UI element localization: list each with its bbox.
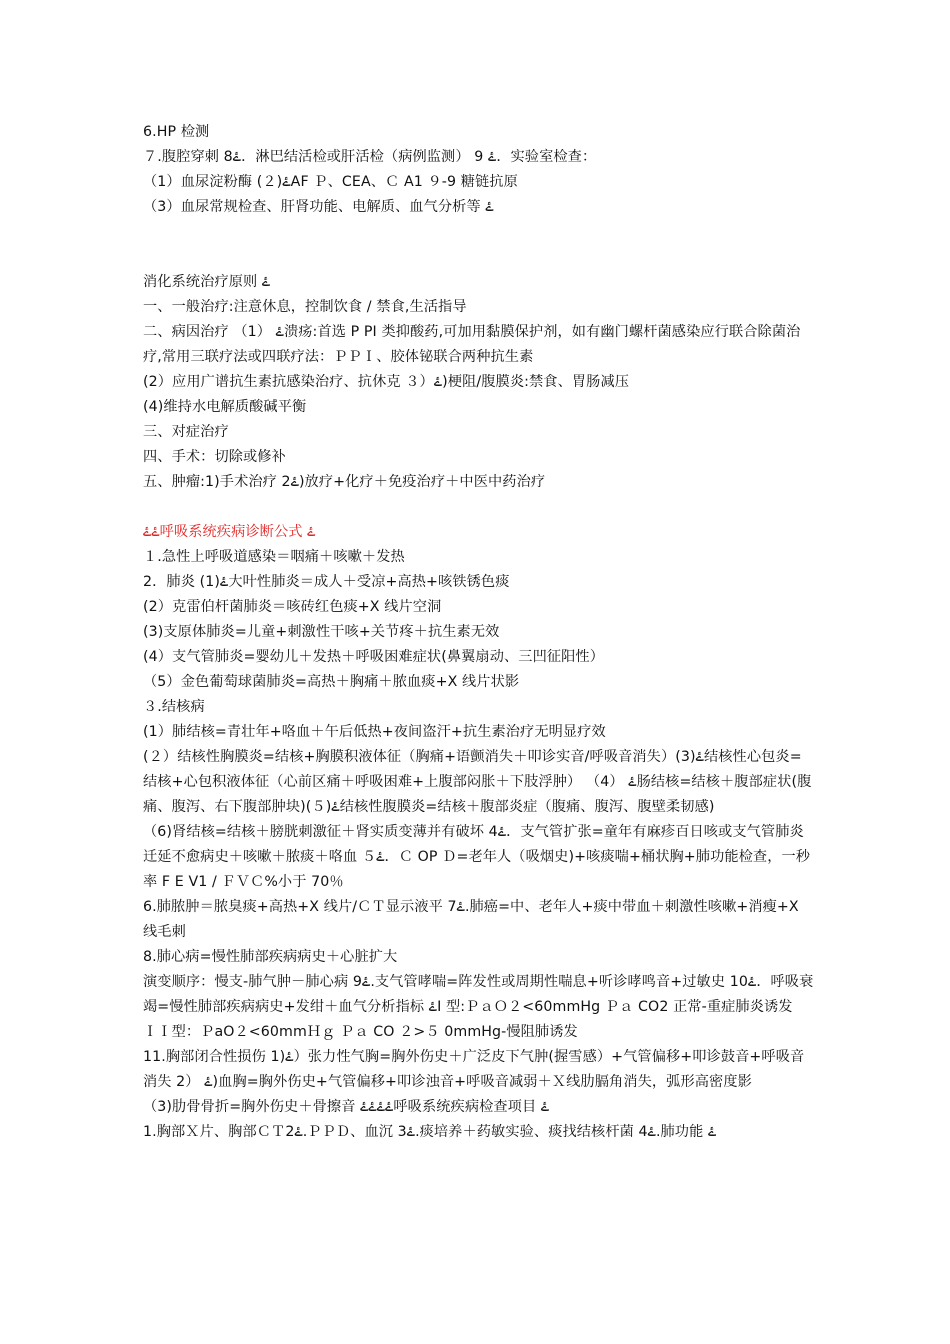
text-line: 一、一般治疗:注意休息，控制饮食 / 禁食,生活指导 [143,299,467,315]
text-line: （3)肋骨骨折=胸外伤史＋骨擦音 ۓۓۓۓ呼吸系统疾病检查项目 ۓ [143,1099,550,1115]
text-line: ３.结核病 [143,699,205,715]
text-line: 6.肺脓肿＝脓臭痰+高热+X 线片/ＣＴ显示液平 7ۓ.肺癌=中、老年人+痰中带血＋刺激性咳嗽+消瘦+X 线毛刺 [143,899,799,940]
section-heading: ۓۓ呼吸系统疾病诊断公式 ۓ [143,524,316,540]
text-line: （6)肾结核=结核＋膀胱刺激征＋肾实质变薄并有破坏 4ۓ．支气管扩张=童年有麻疹百日咳或支气管肺炎迁延不愈病史＋咳嗽＋脓痰＋咯血 ５ۓ．Ｃ OP Ｄ=老年人（吸烟史)+咳痰喘+桶状胸+肺功能检查，一秒率 F E V1 / ＦＶＣ%小于 70％ [143,824,811,890]
text-line: (4)维持水电解质酸碱平衡 [143,399,307,415]
text-line: (4）支气管肺炎=婴幼儿＋发热＋呼吸困难症状(鼻翼扇动、三凹征阳性） [143,649,605,665]
text-line: 五、肿瘤:1)手术治疗 2ۓ)放疗+化疗＋免疫治疗＋中医中药治疗 [143,474,546,490]
text-line: 1.胸部Ｘ片、胸部ＣＴ2ۓ.ＰＰＤ、血沉 3ۓ.痰培养＋药敏实验、痰找结核杆菌 4ۓ.肺功能 ۓ [143,1124,717,1140]
text-line: 演变顺序：慢支-肺气肿－肺心病 9ۓ.支气管哮喘=阵发性或周期性喘息+听诊哮鸣音+过敏史 10ۓ．呼吸衰竭=慢性肺部疾病病史+发绀＋血气分析指标 ۓI 型:ＰａＯ２<60mmHg Ｐａ CO2 正常-重症肺炎诱发 [143,974,814,1015]
text-line: (1）肺结核=青壮年+咯血＋午后低热+夜间盗汗+抗生素治疗无明显疗效 [143,724,606,740]
text-line: 消化系统治疗原则 ۓ [143,274,271,290]
text-line: (２）结核性胸膜炎=结核+胸膜积液体征（胸痛+语颤消失＋叩诊实音/呼吸音消失）(3)ۓ结核性心包炎=结核+心包积液体征（心前区痛＋呼吸困难+上腹部闷胀＋下肢浮肿） （4） ۓ肠结核=结核＋腹部症状(腹痛、腹泻、右下腹部肿块)(５)ۓ结核性腹膜炎=结核＋腹部炎症（腹痛、腹泻、腹壁柔韧感) [143,749,812,815]
text-line: 二、病因治疗 （1） ۓ溃疡:首选 P PI 类抑酸药,可加用黏膜保护剂，如有幽门螺杆菌感染应行联合除菌治疗,常用三联疗法或四联疗法：ＰＰＩ、胶体铋联合两种抗生素 [143,324,801,365]
text-line: 三、对症治疗 [143,424,229,440]
document-body [143,120,815,1145]
text-line: 11.胸部闭合性损伤 1)ۓ）张力性气胸=胸外伤史＋广泛皮下气肿(握雪感）+气管偏移+叩诊鼓音+呼吸音消失 2） ۓ)血胸=胸外伤史+气管偏移+叩诊浊音+呼吸音减弱＋Ｘ线肋膈角消失，弧形高密度影 [143,1049,805,1090]
text-line: 6.HP 检测 [143,124,210,140]
text-line: 8.肺心病=慢性肺部疾病病史＋心脏扩大 [143,949,398,965]
text-line: 四、手术：切除或修补 [143,449,286,465]
blank-line [143,245,815,270]
blank-line [143,495,815,520]
blank-line [143,220,815,245]
text-line: ７.腹腔穿刺 8ۓ．淋巴结活检或肝活检（病例监测） 9 ۓ．实验室检查： [143,149,597,165]
text-line: （5）金色葡萄球菌肺炎=高热＋胸痛＋脓血痰+X 线片状影 [143,674,520,690]
text-line: ＩＩ型：ＰaO２<60mmＨｇ Ｐａ CO ２>５ 0mmHg-慢阻肺诱发 [143,1024,578,1040]
text-line: １.急性上呼吸道感染＝咽痛＋咳嗽＋发热 [143,549,405,565]
text-line: (2）应用广谱抗生素抗感染治疗、抗休克 ３）ۓ)梗阻/腹膜炎:禁食、胃肠减压 [143,374,630,390]
text-line: (2）克雷伯杆菌肺炎＝咳砖红色痰+X 线片空洞 [143,599,442,615]
text-line: （3）血尿常规检查、肝肾功能、电解质、血气分析等 ۓ [143,199,494,215]
text-line: (3)支原体肺炎=儿童+刺激性干咳+关节疼＋抗生素无效 [143,624,500,640]
text-line: 2．肺炎 (1)ۓ大叶性肺炎＝成人＋受凉+高热+咳铁锈色痰 [143,574,510,590]
text-line: （1）血尿淀粉酶 (２)ۓAF Ｐ、CEA、Ｃ A1 ９-9 糖链抗原 [143,174,518,190]
